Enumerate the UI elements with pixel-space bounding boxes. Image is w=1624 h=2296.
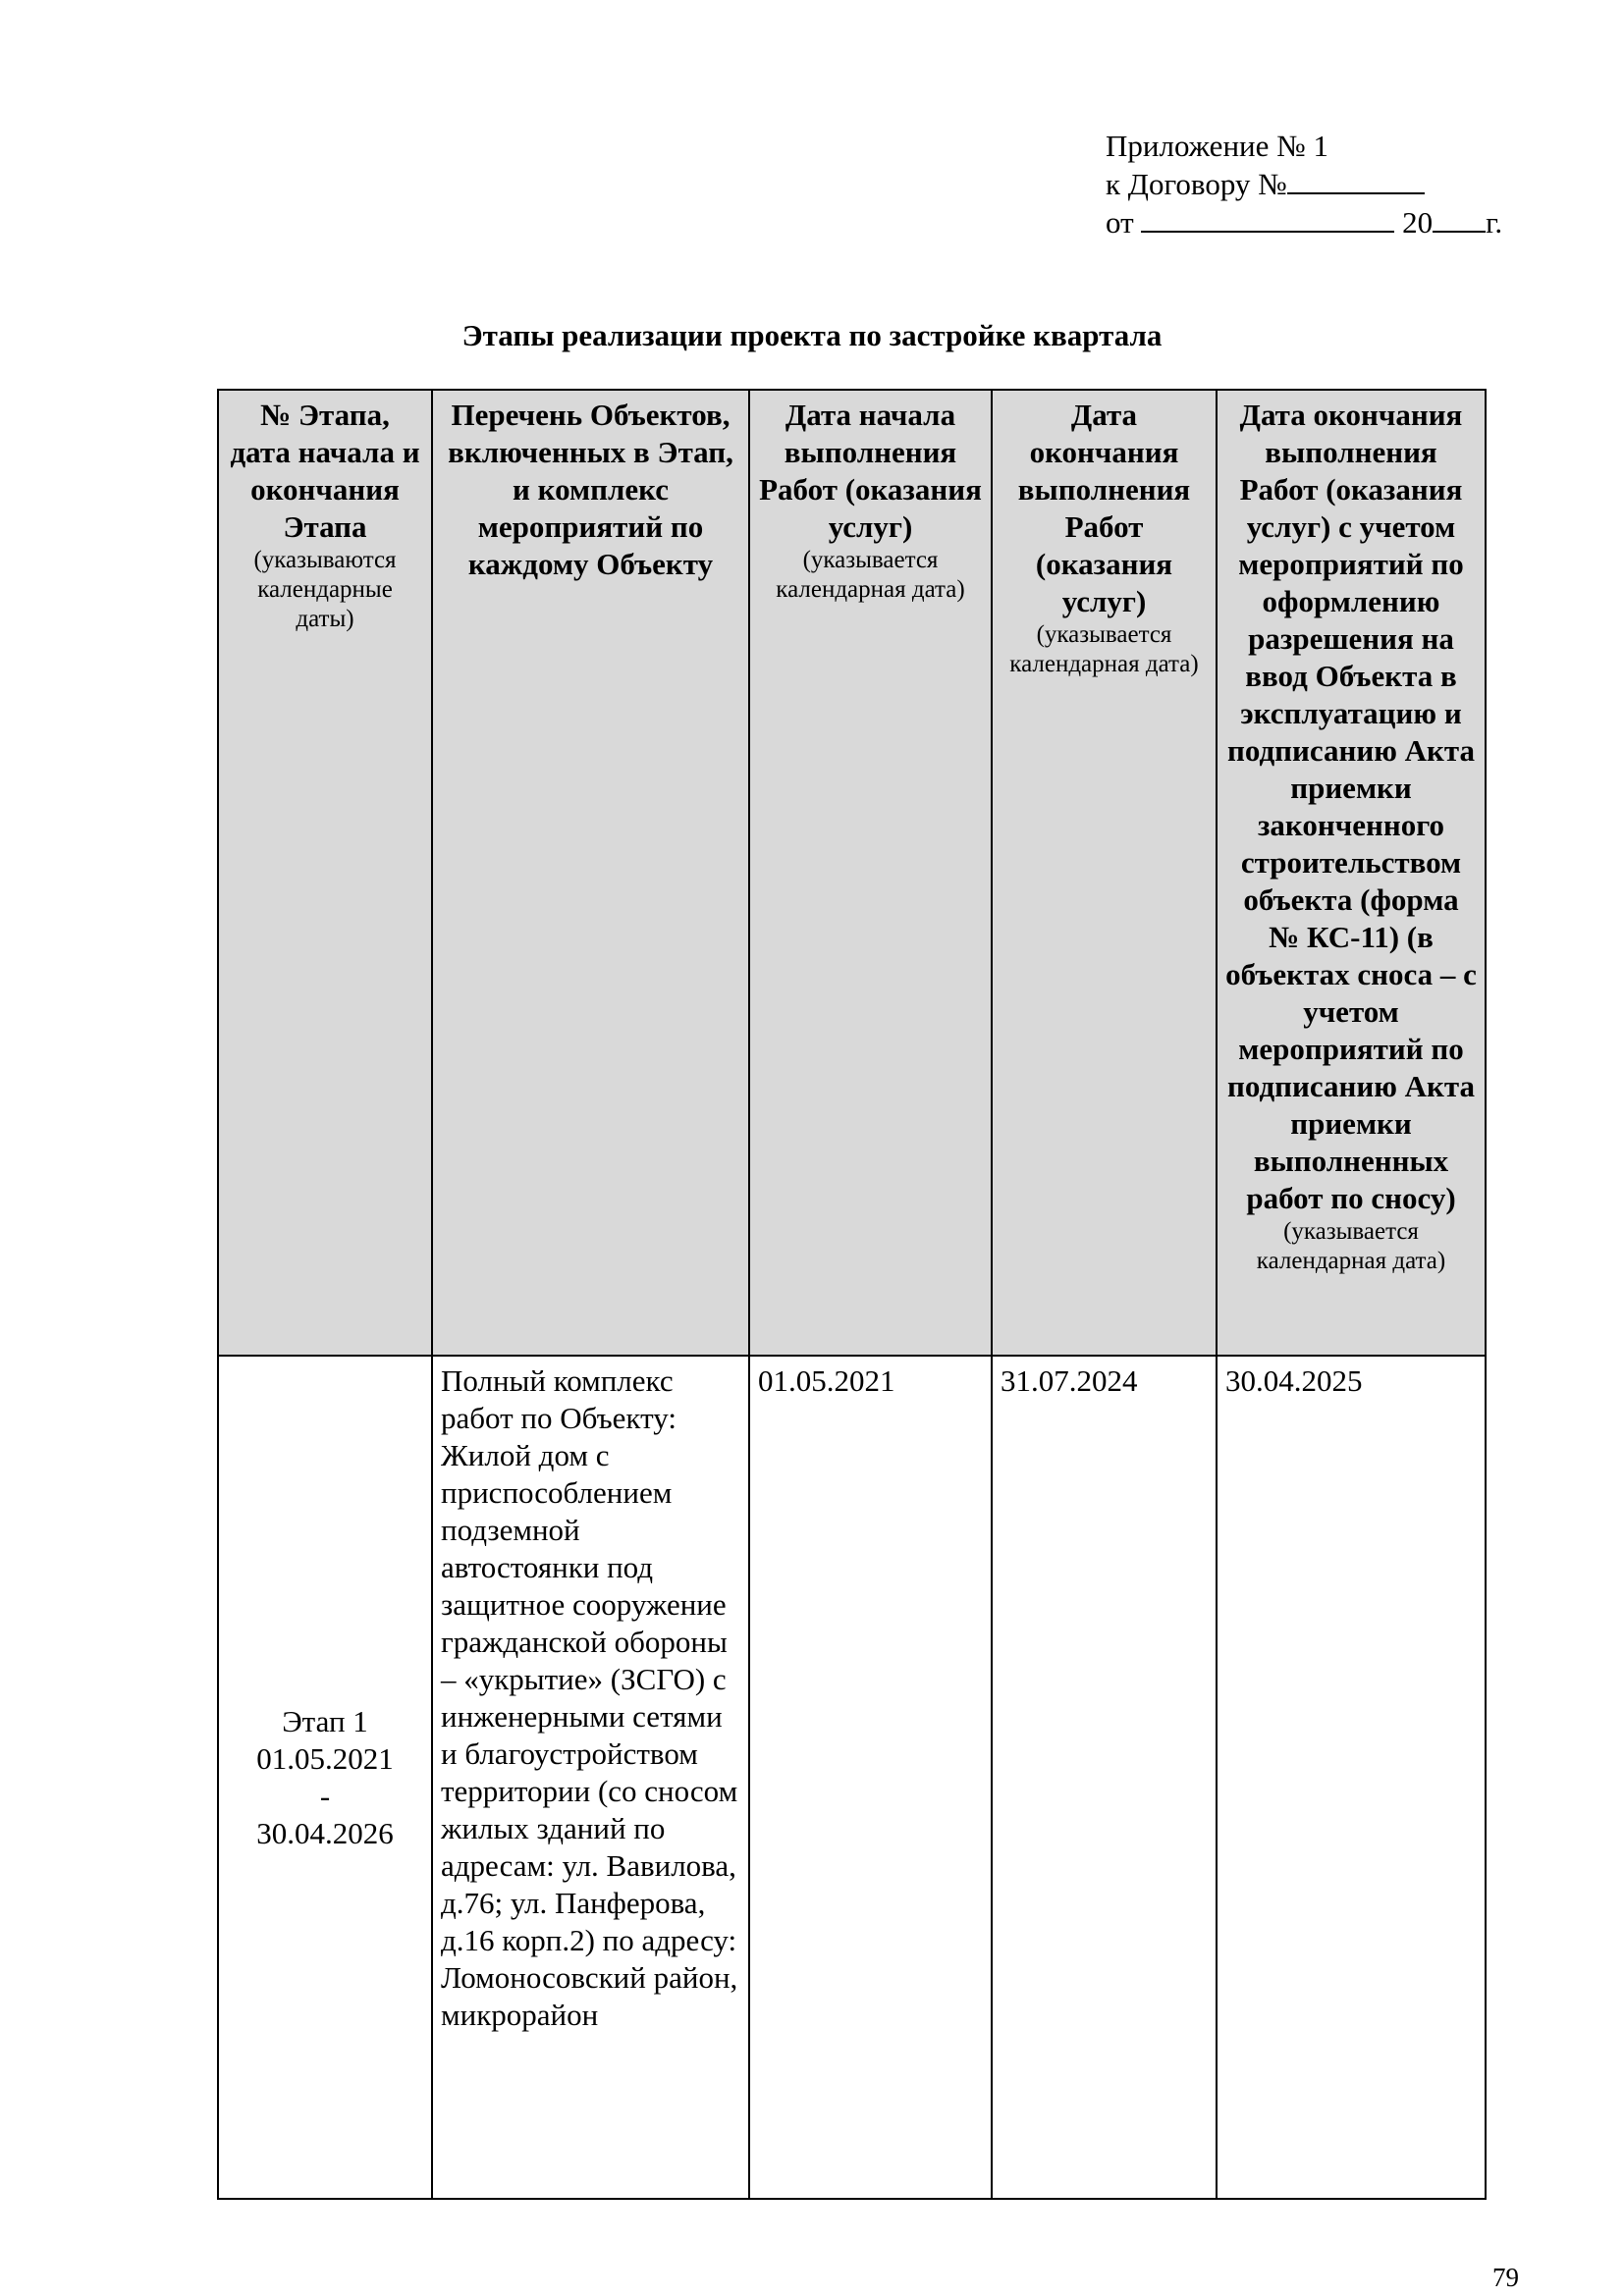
contract-reference: к Договору № — [1106, 165, 1502, 203]
end-date-cell: 31.07.2024 — [992, 1356, 1217, 2199]
contract-date: от 20 г. — [1106, 205, 1503, 240]
contract-number-blank — [1287, 165, 1425, 194]
appendix-number: Приложение № 1 — [1106, 129, 1328, 163]
document-title: Этапы реализации проекта по застройке квартала — [461, 318, 1163, 352]
date-blank — [1141, 203, 1394, 233]
objects-cell: Полный комплекс работ по Объекту: Жилой дом с приспособлением подземной автостоянки под защитное сооружение гражданской обороны – «укрытие» (ЗСГО) с инженерными сетями и благоустройством территории (со сносом жилых зданий по адресам: ул. Вавилова, д.76; ул. Панферова, д.16 корп.2) по адресу: Ломоносовский район, микрорайон — [432, 1356, 749, 2199]
stage-cell: Этап 1 01.05.2021 - 30.04.2026 — [218, 1356, 432, 2199]
header-end-date: Дата окончания выполнения Работ (оказания услуг) (указывается календарная дата) — [992, 390, 1217, 1356]
header-start-date: Дата начала выполнения Работ (оказания услуг) (указывается календарная дата) — [749, 390, 992, 1356]
page-number: 79 — [1492, 2263, 1519, 2292]
final-date-cell: 30.04.2025 — [1217, 1356, 1486, 2199]
start-date-cell: 01.05.2021 — [749, 1356, 992, 2199]
header-objects: Перечень Объектов, включенных в Этап, и комплекс мероприятий по каждому Объекту — [432, 390, 749, 1356]
year-blank — [1433, 203, 1486, 233]
header-stage: № Этапа, дата начала и окончания Этапа (указываются календарные даты) — [218, 390, 432, 1356]
table-row — [218, 1356, 1486, 2199]
header-final-date: Дата окончания выполнения Работ (оказания услуг) с учетом мероприятий по оформлению разрешения на ввод Объекта в эксплуатацию и подписанию Акта приемки законченного строительством объекта (форма № КС-11) (в объектах сноса – с учетом мероприятий по подписанию Акта приемки выполненных работ по сносу) (указывается календарная дата) — [1217, 390, 1486, 1356]
stages-table — [217, 389, 1487, 2200]
appendix-header — [1106, 128, 1502, 241]
table-header-row — [218, 390, 1486, 1356]
